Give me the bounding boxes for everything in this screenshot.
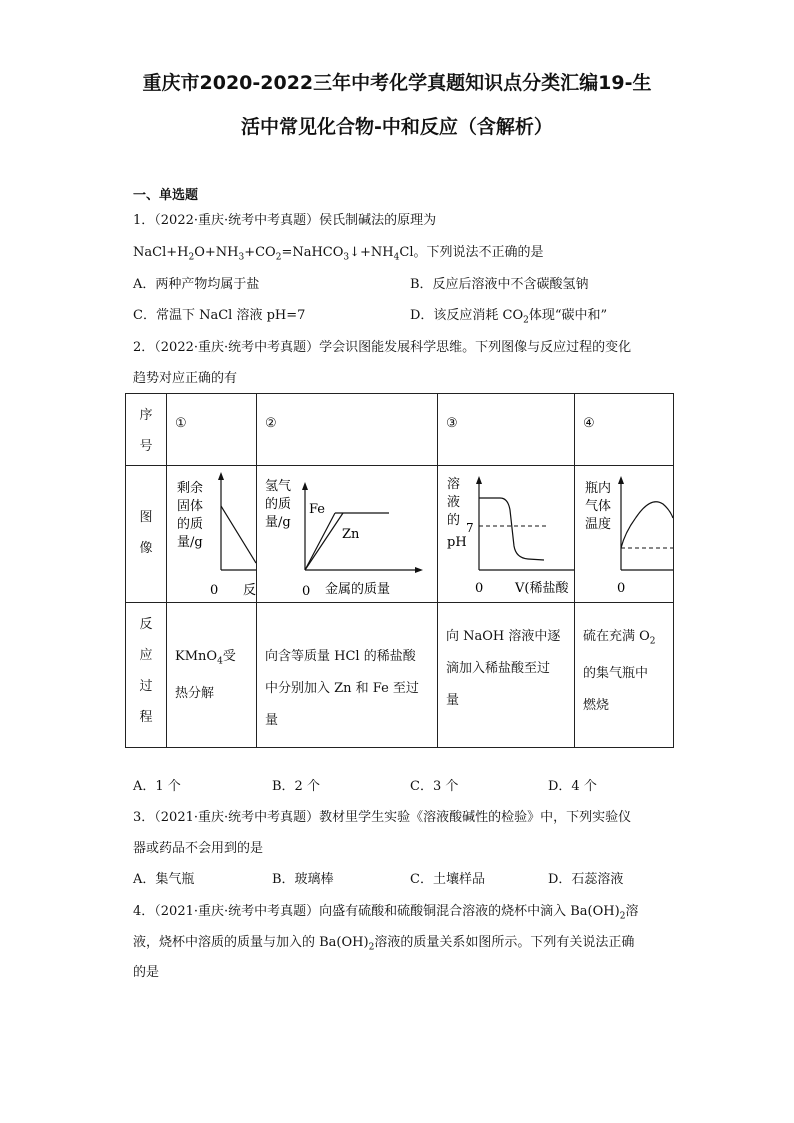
g1-ylabel-line2: 固体 bbox=[177, 499, 204, 514]
q1-stem: 1．（2022·重庆·统考中考真题）侯氏制碱法的原理为 bbox=[133, 213, 437, 228]
circled-number-1: ① bbox=[175, 416, 187, 431]
table-row-process bbox=[126, 603, 674, 748]
q2-option-c: C．3 个 bbox=[410, 779, 459, 794]
q2-table bbox=[125, 393, 674, 748]
g2-xlabel: 金属的质量 bbox=[325, 582, 391, 597]
g3-ph7-label: 7 bbox=[466, 521, 474, 535]
graph-2-metals bbox=[257, 466, 437, 602]
g3-ylabel-line3: 的 bbox=[447, 513, 461, 528]
circled-number-4: ④ bbox=[583, 416, 595, 431]
q4-stem-line3: 的是 bbox=[133, 965, 160, 980]
g1-curve bbox=[221, 506, 256, 563]
g2-ylabel-line2: 的质 bbox=[265, 497, 292, 512]
table-row-number bbox=[126, 394, 674, 466]
g1-ylabel-line3: 的质 bbox=[177, 517, 204, 532]
process-2: 向含等质量 HCl 的稀盐酸 中分别加入 Zn 和 Fe 至过量 bbox=[265, 649, 419, 728]
g1-ylabel-line4: 量/g bbox=[177, 535, 203, 550]
document-title-line1: 重庆市2020-2022三年中考化学真题知识点分类汇编19-生 bbox=[142, 72, 652, 94]
q3-option-a: A．集气瓶 bbox=[133, 872, 195, 887]
q4-stem-line1: 4．（2021·重庆·统考中考真题）向盛有硫酸和硫酸铜混合溶液的烧杯中滴入 $Ba(OH)_2$溶 bbox=[133, 904, 639, 922]
q3-stem-line1: 3．（2021·重庆·统考中考真题）教材里学生实验《溶液酸碱性的检验》中，下列实验仪 bbox=[133, 810, 632, 825]
table-row-graph bbox=[126, 466, 674, 603]
q2-stem-line2: 趋势对应正确的有 bbox=[133, 371, 238, 386]
q2-option-b: B．2 个 bbox=[272, 779, 320, 794]
g2-origin: 0 bbox=[302, 584, 311, 599]
circled-number-3: ③ bbox=[446, 416, 458, 431]
q1-option-c: C．常温下 NaCl 溶液 pH=7 bbox=[133, 308, 306, 323]
g2-y-arrow bbox=[302, 482, 308, 490]
g1-origin: 0 bbox=[210, 583, 219, 598]
graph-1-kmno4 bbox=[167, 466, 256, 602]
section-heading: 一、单选题 bbox=[133, 188, 199, 203]
g2-zn-label: Zn bbox=[342, 527, 360, 542]
document-title-line2: 活中常见化合物-中和反应（含解析） bbox=[241, 116, 553, 138]
g3-ylabel-line2: 液 bbox=[447, 495, 461, 510]
g4-curve bbox=[621, 502, 673, 548]
graph-4-temperature bbox=[575, 466, 673, 602]
g4-ylabel-line2: 气体 bbox=[585, 499, 612, 514]
g4-ylabel-line1: 瓶内 bbox=[585, 481, 612, 496]
q3-stem-line2: 器或药品不会用到的是 bbox=[133, 841, 264, 856]
g1-ylabel-line1: 剩余 bbox=[177, 481, 204, 496]
g4-ylabel-line3: 温度 bbox=[585, 517, 612, 532]
q2-stem-line1: 2．（2022·重庆·统考中考真题）学会识图能发展科学思维。下列图像与反应过程的变化 bbox=[133, 340, 632, 355]
circled-number-2: ② bbox=[265, 416, 277, 431]
q2-option-a: A．1 个 bbox=[133, 779, 181, 794]
q1-option-a: A．两种产物均属于盐 bbox=[133, 277, 260, 292]
g3-ylabel-line4: pH bbox=[447, 535, 467, 550]
g4-origin: 0 bbox=[617, 581, 626, 596]
g2-zn-line bbox=[305, 513, 343, 570]
row-label-process: 反 应 过 程 bbox=[126, 603, 167, 748]
g2-ylabel-line3: 量/g bbox=[265, 515, 291, 530]
g2-x-arrow bbox=[415, 567, 423, 573]
q1-option-d: D．该反应消耗 $CO_2$体现“碳中和” bbox=[410, 308, 608, 326]
g1-xlabel: 反 bbox=[243, 583, 256, 598]
process-1: KMnO$_4$受 热分解 bbox=[175, 649, 236, 701]
row-label-graph: 图 像 bbox=[126, 466, 167, 603]
g3-ylabel-line1: 溶 bbox=[447, 477, 461, 492]
g3-origin: 0 bbox=[475, 581, 484, 596]
g3-y-arrow bbox=[476, 476, 482, 484]
q4-stem-line2: 液，烧杯中溶质的质量与加入的 $Ba(OH)_2$溶液的质量关系如图所示。下列有关说法正确 bbox=[133, 935, 635, 953]
process-3: 向 NaOH 溶液中逐 滴加入稀盐酸至过 量 bbox=[446, 629, 561, 708]
g3-curve bbox=[479, 498, 544, 560]
process-4: 硫在充满 $O_2$ 的集气瓶中 燃烧 bbox=[583, 629, 656, 713]
q3-option-b: B．玻璃棒 bbox=[272, 872, 334, 887]
row-label-number: 序 号 bbox=[126, 394, 167, 466]
g4-y-arrow bbox=[618, 476, 624, 484]
q3-option-d: D．石蕊溶液 bbox=[548, 872, 624, 887]
graph-3-ph bbox=[438, 466, 574, 602]
q3-option-c: C．土壤样品 bbox=[410, 872, 485, 887]
g2-fe-label: Fe bbox=[309, 502, 326, 517]
q1-option-b: B．反应后溶液中不含碳酸氢钠 bbox=[410, 277, 589, 292]
g2-ylabel-line1: 氢气 bbox=[265, 479, 292, 494]
g3-xlabel: V(稀盐酸 bbox=[515, 581, 569, 596]
q1-equation: $NaCl+H_2O+NH_3+CO_2=NaHCO_3↓+NH_4Cl$。下列说法不正确的是 bbox=[133, 245, 544, 263]
g2-fe-line bbox=[305, 513, 335, 570]
g1-y-arrow bbox=[218, 472, 224, 480]
q2-option-d: D．4 个 bbox=[548, 779, 597, 794]
